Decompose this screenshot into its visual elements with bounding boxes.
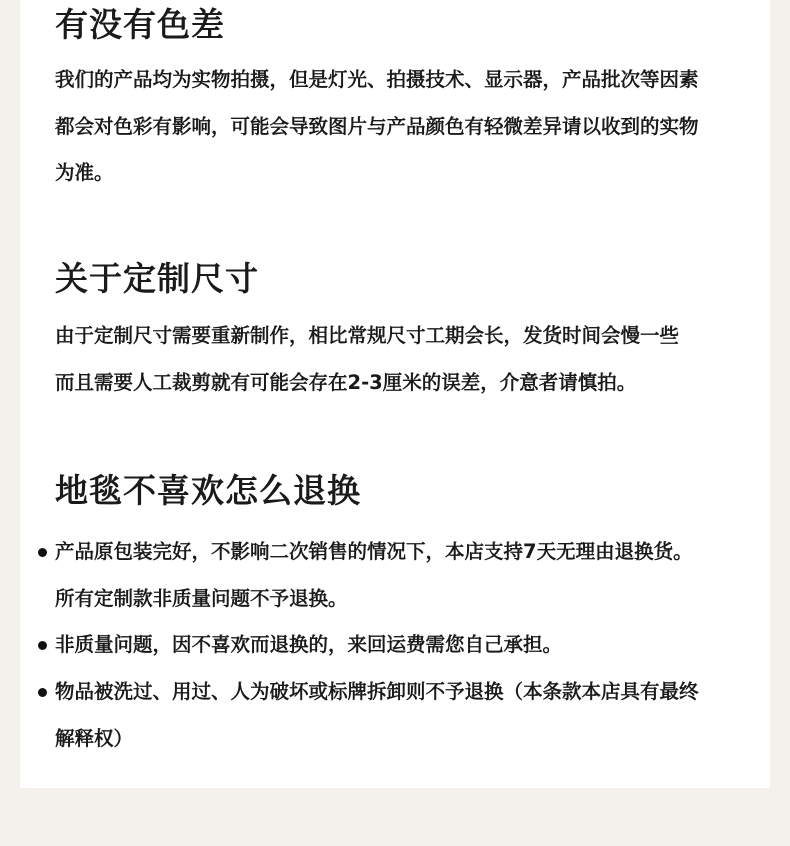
section-body-custom-size: [55, 313, 679, 406]
bullet-item-line: 所有定制款非质量问题不予退换。: [55, 587, 348, 610]
bullet-item-line: 产品原包装完好，不影响二次销售的情况下，本店支持7天无理由退换货。: [55, 540, 693, 563]
section-title-custom-size: 关于定制尺寸: [55, 259, 259, 298]
bullet-item-line: 解释权）: [55, 727, 134, 750]
paragraph-line: 我们的产品均为实物拍摄，但是灯光、拍摄技术、显示器，产品批次等因素: [55, 68, 699, 91]
section-title-returns: 地毯不喜欢怎么退换: [55, 471, 361, 510]
paragraph-line: 而且需要人工裁剪就有可能会存在2-3厘米的误差，介意者请慎拍。: [55, 370, 637, 394]
bullet-dot: [38, 548, 47, 557]
bullet-dot: [38, 688, 47, 697]
section-title-color-difference: 有没有色差: [55, 5, 225, 44]
bullet-item-line: 非质量问题，因不喜欢而退换的，来回运费需您自己承担。: [55, 633, 563, 656]
bullet-dot: [38, 641, 47, 650]
paragraph-line: 为准。: [55, 161, 114, 184]
paragraph-line: 由于定制尺寸需要重新制作，相比常规尺寸工期会长，发货时间会慢一些: [55, 324, 680, 347]
paragraph-line: 都会对色彩有影响，可能会导致图片与产品颜色有轻微差异请以收到的实物: [55, 114, 699, 138]
bullet-item-line: 物品被洗过、用过、人为破坏或标牌拆卸则不予退换（本条款本店具有最终: [55, 680, 699, 703]
section-body-color-difference: [55, 57, 699, 197]
